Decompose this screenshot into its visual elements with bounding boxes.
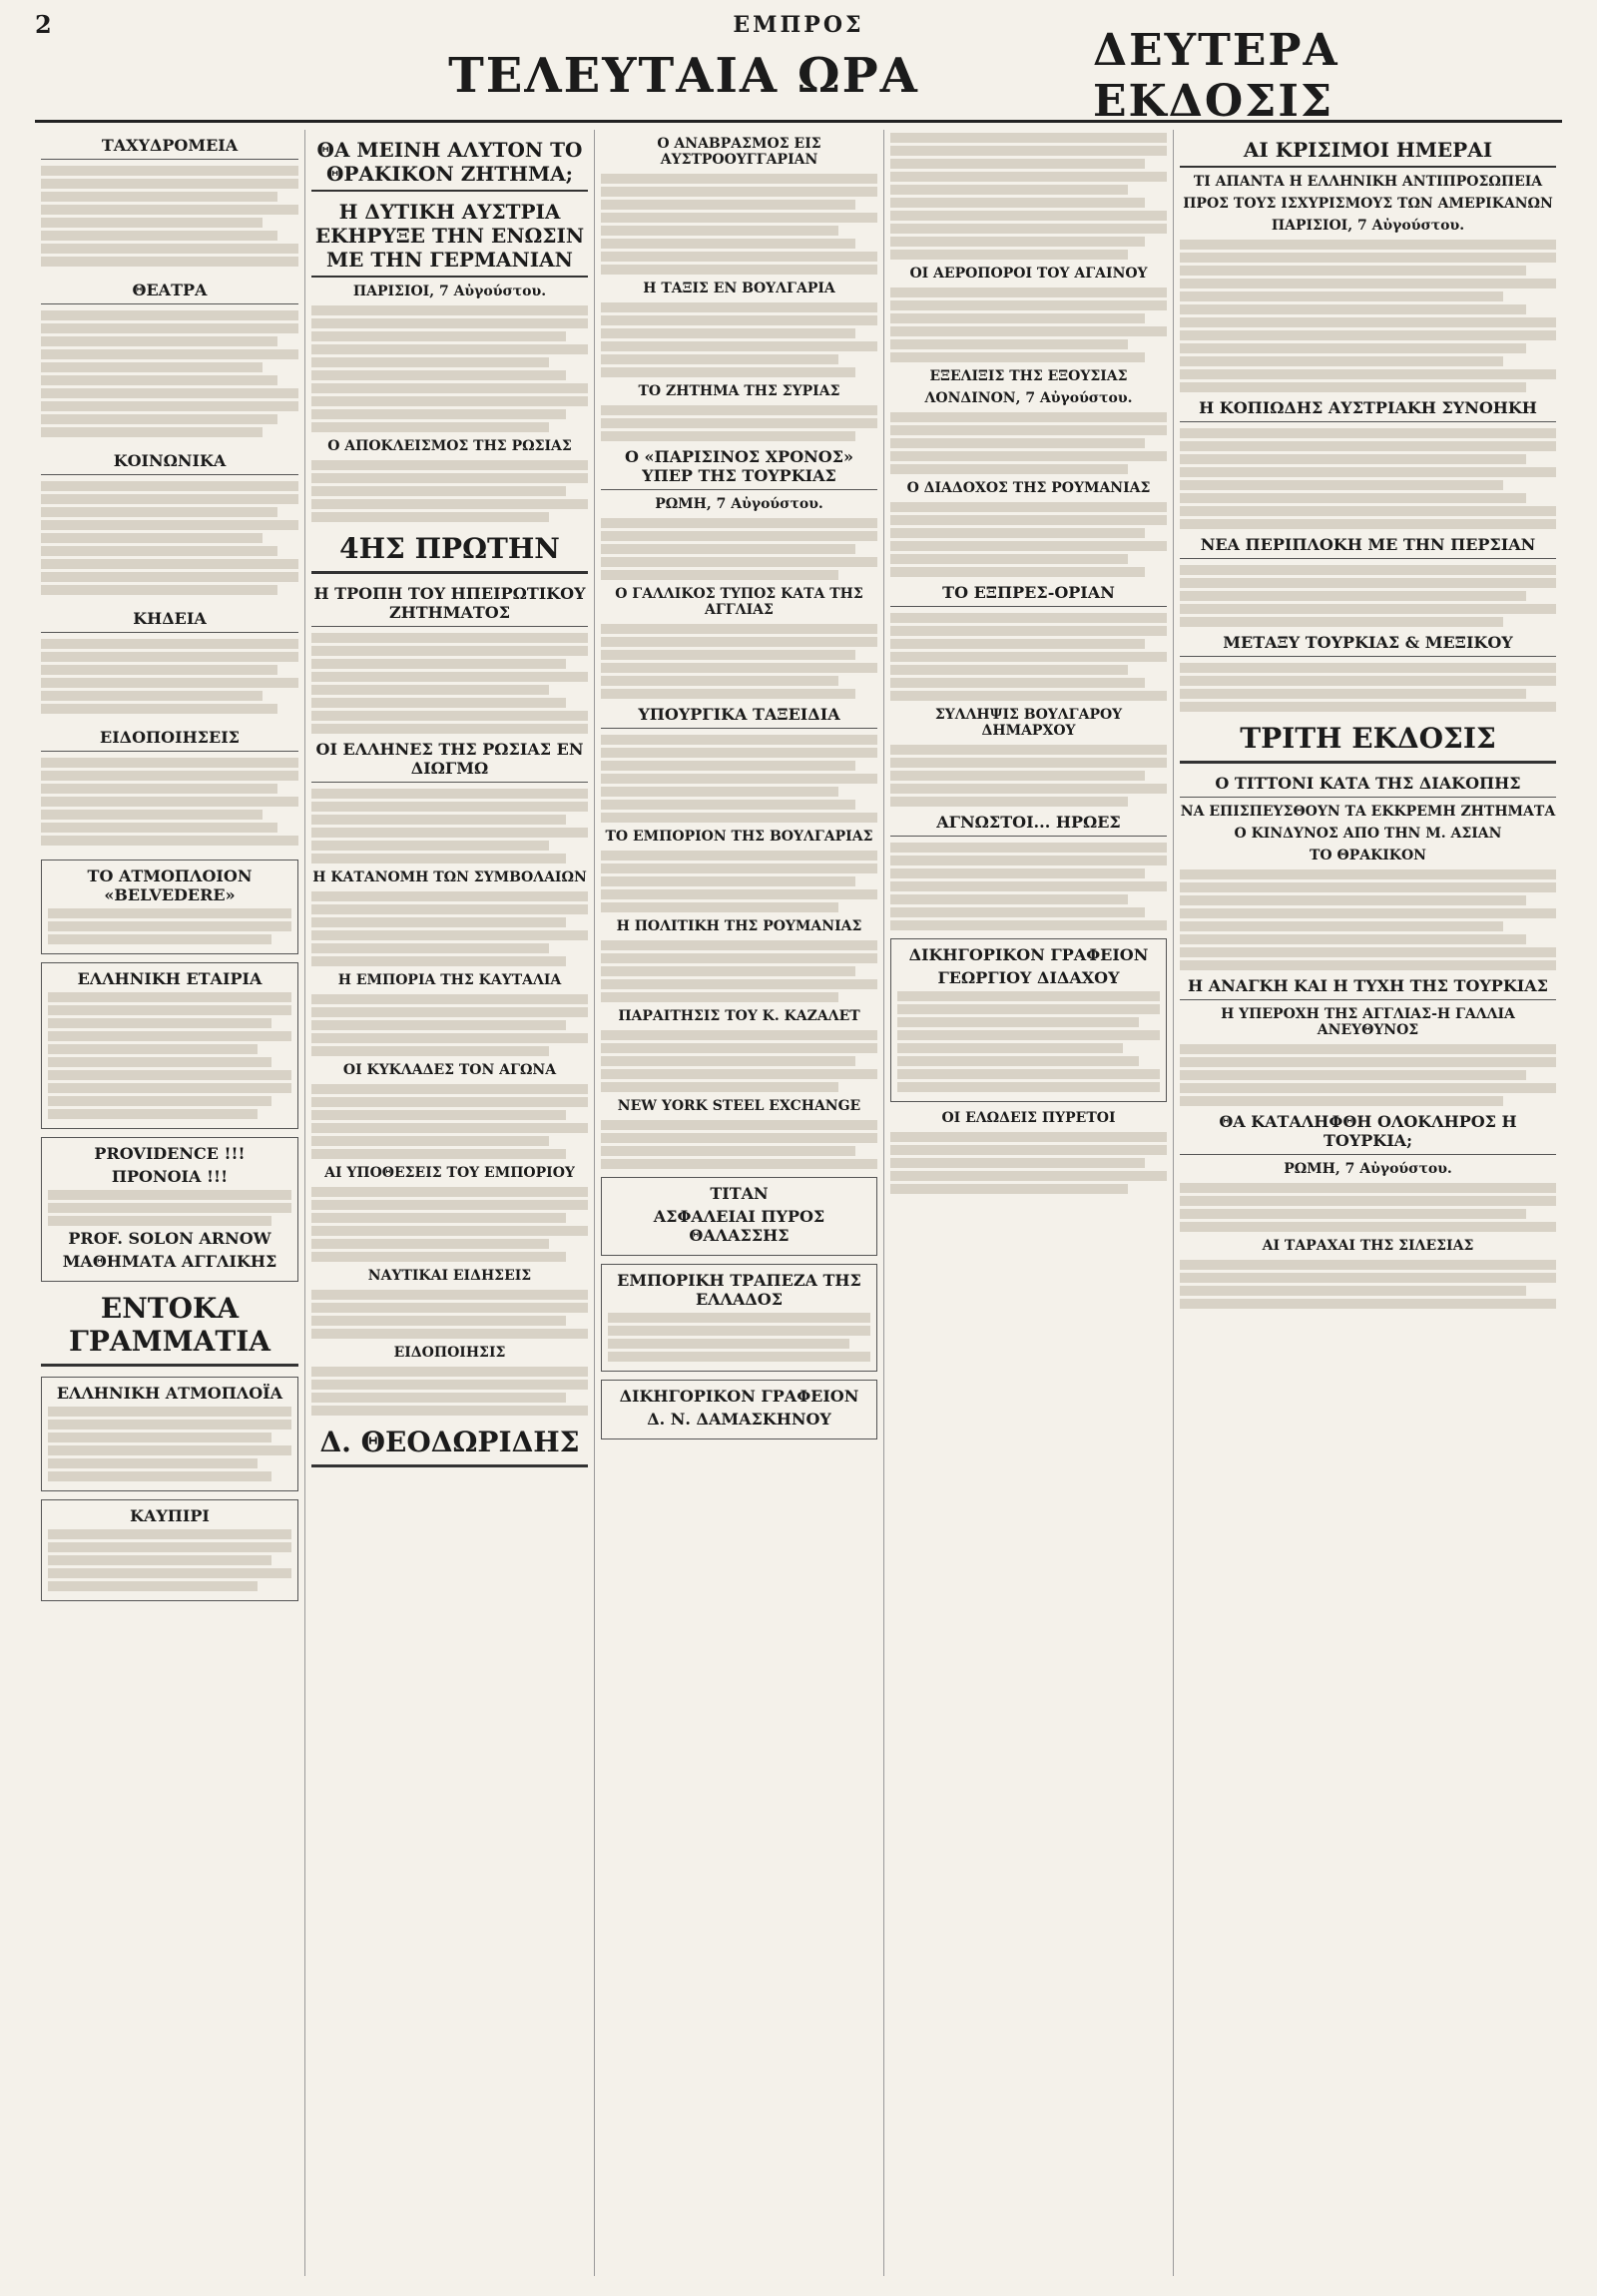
taraxai-heading: ΑΙ ΤΑΡΑΧΑΙ ΤΗΣ ΣΙΛΕΣΙΑΣ: [1262, 1238, 1474, 1254]
symvolaion-heading: Η ΚΑΤΑΝΟΜΗ ΤΩΝ ΣΥΜΒΟΛΑΙΩΝ: [312, 869, 587, 885]
column-2: [304, 130, 594, 2276]
dateline-rome-1: ΡΩΜΗ, 7 Αὐγούστου.: [655, 496, 823, 512]
ny-steel-heading: NEW YORK STEEL EXCHANGE: [617, 1098, 861, 1114]
section-kedeia: [41, 609, 298, 714]
column-3: [594, 130, 883, 2276]
ad-pronoia-title: ΠΡΟΝΟΙΑ !!!: [111, 1167, 229, 1186]
tittoni-heading: Ο ΤΙΤΤΟΝΙ ΚΑΤΑ ΤΗΣ ΔΙΑΚΟΠΗΣ: [1180, 774, 1556, 798]
yperochi-heading: Η ΥΠΕΡΟΧΗ ΤΗΣ ΑΓΓΛΙΑΣ-Η ΓΑΛΛΙΑ ΑΝΕΥΘΥΝΟΣ: [1221, 1006, 1515, 1038]
ad-damaskinou-title: ΔΙΚΗΓΟΡΙΚΟΝ ΓΡΑΦΕΙΟΝ: [619, 1387, 859, 1406]
yperochi-text: [1180, 1044, 1556, 1106]
tyche-heading: Η ΑΝΑΓΚΗ ΚΑΙ Η ΤΥΧΗ ΤΗΣ ΤΟΥΡΚΙΑΣ: [1180, 976, 1556, 1000]
entoka-grammatia: ΕΝΤΟΚΑ ΓΡΑΜΜΑΤΙΑ: [41, 1292, 298, 1367]
kindynos-heading: Ο ΚΙΝΔΥΝΟΣ ΑΠΟ ΤΗΝ Μ. ΑΣΙΑΝ: [1234, 826, 1502, 842]
anavrosmos-heading: Ο ΑΝΑΒΡΑΣΜΟΣ ΕΙΣ ΑΥΣΤΡΟΟΥΓΓΑΡΙΑΝ: [657, 136, 821, 168]
ellines-heading: ΟΙ ΕΛΛΗΝΕΣ ΤΗΣ ΡΩΣΙΑΣ ΕΝ ΔΙΩΓΜΩ: [311, 740, 588, 783]
katalifthi-text: [1180, 1183, 1556, 1232]
periploki-heading: ΝΕΑ ΠΕΡΙΠΛΟΚΗ ΜΕ ΤΗΝ ΠΕΡΣΙΑΝ: [1180, 535, 1556, 559]
ad-kaupiri-title: ΚΑΥΠΙΡΙ: [130, 1506, 210, 1525]
ad-trapeza-title: ΕΜΠΟΡΙΚΗ ΤΡΑΠΕΖΑ ΤΗΣ ΕΛΛΑΔΟΣ: [617, 1271, 861, 1309]
ad-mathimata: ΜΑΘΗΜΑΤΑ ΑΓΓΛΙΚΗΣ: [62, 1252, 277, 1271]
columns: [35, 130, 1562, 2276]
agnostoi-heading: ΑΓΝΩΣΤΟΙ... ΗΡΩΕΣ: [890, 813, 1167, 837]
emporion-heading: Η ΕΜΠΟΡΙΑ ΤΗΣ ΚΑΥΤΑΛΙΑ: [337, 972, 562, 988]
ypourgeion-text: [311, 1187, 588, 1262]
ad-atmoploia: [41, 1377, 298, 1491]
ad-damaskinou: [601, 1380, 877, 1439]
section-tachydromeia: [41, 136, 298, 267]
ypourgeion-heading: ΑΙ ΥΠΟΘΕΣΕΙΣ ΤΟΥ ΕΜΠΟΡΙΟΥ: [324, 1165, 575, 1181]
column-1: [35, 130, 304, 2276]
ad-asfaleiai: ΑΣΦΑΛΕΙΑΙ ΠΥΡΟΣ ΘΑΛΑΣΣΗΣ: [653, 1207, 825, 1245]
ad-didachou-title: ΔΙΚΗΓΟΡΙΚΟΝ ΓΡΑΦΕΙΟΝ: [908, 945, 1149, 964]
krisimoi-heading: ΑΙ ΚΡΙΣΙΜΟΙ ΗΜΕΡΑΙ: [1180, 138, 1556, 168]
eidopoiisis-text: [311, 1367, 588, 1416]
theatra-heading: ΘΕΑΤΡΑ: [41, 281, 298, 304]
dateline-rome-2: ΡΩΜΗ, 7 Αὐγούστου.: [1284, 1161, 1452, 1177]
section-eidopoiiseis: [41, 728, 298, 846]
taraxai-text: [1180, 1260, 1556, 1309]
pyretoi-text: [890, 1132, 1167, 1194]
ad-titan-title: ΤΙΤΑΝ: [710, 1184, 769, 1203]
dateline-paris-1: ΠΑΡΙΣΙΟΙ, 7 Αὐγούστου.: [352, 284, 547, 299]
taxeis-text: [601, 302, 877, 377]
kyklades-text: [311, 1084, 588, 1159]
column-4: [883, 130, 1173, 2276]
chronos-text: [601, 518, 877, 580]
ad-titan: [601, 1177, 877, 1256]
emporion-ths-heading: ΤΟ ΕΜΠΟΡΙΟΝ ΤΗΣ ΒΟΥΛΓΑΡΙΑΣ: [605, 829, 873, 845]
ad-didachou-name: ΓΕΩΡΓΙΟΥ ΔΙΔΑΧΟΥ: [937, 968, 1120, 987]
triti-ekdosis: ΤΡΙΤΗ ΕΚΔΟΣΙΣ: [1180, 722, 1556, 764]
koinonika-heading: ΚΟΙΝΩΝΙΚΑ: [41, 451, 298, 475]
ad-atmoploia-text: [48, 1407, 291, 1481]
dateline-paris-2: ΠΑΡΙΣΙΟΙ, 7 Αὐγούστου.: [1271, 218, 1465, 234]
nautikai-heading: ΝΑΥΤΙΚΑΙ ΕΙΔΗΣΕΙΣ: [367, 1268, 532, 1284]
ad-providence: [41, 1137, 298, 1282]
krisimoi-text: [1180, 240, 1556, 392]
express-heading: ΤΟ ΕΞΠΡΕΣ-ΟΡΙΑΝ: [890, 583, 1167, 607]
ypourgika-text: [601, 735, 877, 823]
headline-thrakikon: ΘΑ ΜΕΙΝΗ ΑΛΥΤΟΝ ΤΟ ΘΡΑΚΙΚΟΝ ΖΗΤΗΜΑ;: [311, 138, 588, 192]
ad-kaupiri-text: [48, 1529, 291, 1591]
agnostoi-text: [890, 843, 1167, 930]
eidopoiisis-heading: ΕΙΔΟΠΟΙΗΣΙΣ: [393, 1345, 506, 1361]
headline-austria: Η ΔΥΤΙΚΗ ΑΥΣΤΡΙΑ ΕΚΗΡΥΞΕ ΤΗΝ ΕΝΩΣΙΝ ΜΕ ΤΗΝ ΓΕΡΜΑΝΙΑΝ: [311, 200, 588, 278]
apokleismos-heading: Ο ΑΠΟΚΛΕΙΣΜΟΣ ΤΗΣ ΡΩΣΙΑΣ: [327, 438, 572, 454]
ad-damaskinou-name: Δ. Ν. ΔΑΜΑΣΚΗΝΟΥ: [647, 1410, 831, 1429]
metaxy-text: [1180, 663, 1556, 712]
ad-atmoploia-title: ΕΛΛΗΝΙΚΗ ΑΤΜΟΠΛΟΪΑ: [56, 1384, 283, 1403]
tachydromeia-heading: ΤΑΧΥΔΡΟΜΕΙΑ: [41, 136, 298, 160]
apanta-subheading: ΤΙ ΑΠΑΝΤΑ Η ΕΛΛΗΝΙΚΗ ΑΝΤΙΠΡΟΣΩΠΕΙΑ: [1193, 174, 1543, 190]
kedeia-heading: ΚΗΔΕΙΑ: [41, 609, 298, 633]
anavrosmos-text: [601, 174, 877, 275]
apokleismos-text: [311, 460, 588, 522]
ad-prof: PROF. SOLON ARNOW: [68, 1229, 271, 1248]
section-theatra: [41, 281, 298, 437]
emporion-text: [311, 994, 588, 1056]
column-5: [1173, 130, 1562, 2276]
aeroporoi-text: [890, 287, 1167, 362]
banner-left: ΤΕΛΕΥΤΑΙΑ ΩΡΑ: [448, 48, 919, 104]
syria-heading: ΤΟ ΖΗΤΗΜΑ ΤΗΣ ΣΥΡΙΑΣ: [638, 383, 840, 399]
thrakikon-heading: ΤΟ ΘΡΑΚΙΚΟΝ: [1310, 848, 1426, 863]
rumania-text: [601, 940, 877, 1002]
theatra-text: [41, 310, 298, 437]
ad-trapeza-text: [608, 1313, 870, 1362]
ypourgika-heading: ΥΠΟΥΡΓΙΚΑ ΤΑΞΕΙΔΙΑ: [601, 705, 877, 729]
zitimata-heading: ΝΑ ΕΠΙΣΠΕΥΣΘΟΥΝ ΤΑ ΕΚΚΡΕΜΗ ΖΗΤΗΜΑΤΑ: [1180, 804, 1556, 820]
ad-providence-title: PROVIDENCE !!!: [94, 1144, 246, 1163]
ad-didachou: [890, 938, 1167, 1102]
taxeis-heading: Η ΤΑΞΙΣ ΕΝ ΒΟΥΛΓΑΡΙΑ: [643, 281, 835, 296]
dateline-london: ΛΟΝΔΙΝΟΝ, 7 Αὐγούστου.: [924, 390, 1133, 406]
typos-agglias-text: [601, 624, 877, 699]
katalifthi-heading: ΘΑ ΚΑΤΑΛΗΦΘΗ ΟΛΟΚΛΗΡΟΣ Η ΤΟΥΡΚΙΑ;: [1180, 1112, 1556, 1155]
ny-steel-text: [601, 1120, 877, 1169]
col4-intro-text: [890, 133, 1167, 260]
kyklades-heading: ΟΙ ΚΥΚΛΑΔΕΣ ΤΟΝ ΑΓΩΝΑ: [342, 1062, 557, 1078]
ellines-text: [311, 789, 588, 863]
kedeia-text: [41, 639, 298, 714]
chronos-heading: Ο «ΠΑΡΙΣΙΝΟΣ ΧΡΟΝΟΣ» ΥΠΕΡ ΤΗΣ ΤΟΥΡΚΙΑΣ: [601, 447, 877, 490]
typos-agglias-heading: Ο ΓΑΛΛΙΚΟΣ ΤΥΠΟΣ ΚΑΤΑ ΤΗΣ ΑΓΓΛΙΑΣ: [615, 586, 863, 618]
paraitisis-text: [601, 1030, 877, 1092]
eidopoiiseis-heading: ΕΙΔΟΠΟΙΗΣΕΙΣ: [41, 728, 298, 752]
ekvasis-text: [890, 412, 1167, 474]
tropi-heading: Η ΤΡΟΠΗ ΤΟΥ ΗΠΕΙΡΩΤΙΚΟΥ ΖΗΤΗΜΑΤΟΣ: [311, 584, 588, 627]
masthead: [35, 10, 1562, 127]
koinonika-text: [41, 481, 298, 595]
paper-name: ΕΜΠΡΟΣ: [733, 12, 864, 38]
ad-atmoploion: [41, 860, 298, 954]
ad-providence-text: [48, 1190, 291, 1226]
tittoni-text: [1180, 869, 1556, 970]
diadoxos-heading: Ο ΔΙΑΔΟΧΟΣ ΤΗΣ ΡΟΥΜΑΝΙΑΣ: [906, 480, 1151, 496]
aeroporoi-heading: ΟΙ ΑΕΡΟΠΟΡΟΙ ΤΟΥ ΑΓΑΙΝΟΥ: [909, 266, 1148, 282]
express-text: [890, 613, 1167, 701]
kopiodis-heading: Η ΚΟΠΙΩΔΗΣ ΑΥΣΤΡΙΑΚΗ ΣΥΝΟΗΚΗ: [1180, 398, 1556, 422]
evagelia-heading: ΣΥΛΛΗΨΙΣ ΒΟΥΛΓΑΡΟΥ ΔΗΜΑΡΧΟΥ: [934, 707, 1123, 739]
ad-elliniki-etairia-title: ΕΛΛΗΝΙΚΗ ΕΤΑΙΡΙΑ: [77, 969, 263, 988]
ad-elliniki-etairia: [41, 962, 298, 1129]
theodoridis-ad: Δ. ΘΕΟΔΩΡΙΔΗΣ: [311, 1426, 588, 1467]
rumania-heading: Η ΠΟΛΙΤΙΚΗ ΤΗΣ ΡΟΥΜΑΝΙΑΣ: [616, 918, 862, 934]
pros-tous-subheading: ΠΡΟΣ ΤΟΥΣ ΙΣΧΥΡΙΣΜΟΥΣ ΤΩΝ ΑΜΕΡΙΚΑΝΩΝ: [1183, 196, 1553, 212]
ad-atmoploion-title: ΤΟ ΑΤΜΟΠΛΟΙΟΝ «BELVEDERE»: [87, 866, 253, 904]
tropi-text: [311, 633, 588, 734]
periploki-text: [1180, 565, 1556, 627]
metaxy-heading: ΜΕΤΑΞΥ ΤΟΥΡΚΙΑΣ & ΜΕΞΙΚΟΥ: [1180, 633, 1556, 657]
page-number: 2: [35, 10, 52, 39]
section-koinonika: [41, 451, 298, 595]
banner-right: ΔΕΥΤΕΡΑ ΕΚΔΟΣΙΣ: [1093, 25, 1339, 127]
eidopoiiseis-text: [41, 758, 298, 846]
ad-didachou-text: [897, 991, 1160, 1092]
pyretoi-heading: ΟΙ ΕΛΩΔΕΙΣ ΠΥΡΕΤΟΙ: [941, 1110, 1116, 1126]
ad-trapeza: [601, 1264, 877, 1372]
symvolaion-text: [311, 891, 588, 966]
tachydromeia-text: [41, 166, 298, 267]
ad-kaupiri: [41, 1499, 298, 1601]
emporion-ths-text: [601, 851, 877, 912]
proti-heading: 4ΗΣ ΠΡΩΤΗΝ: [311, 532, 588, 574]
ekvasis-heading: ΕΞΕΛΙΞΙΣ ΤΗΣ ΕΞΟΥΣΙΑΣ: [929, 368, 1128, 384]
paraitisis-heading: ΠΑΡΑΙΤΗΣΙΣ ΤΟΥ Κ. ΚΑΖΑΛΕΤ: [618, 1008, 860, 1024]
ad-elliniki-etairia-text: [48, 992, 291, 1119]
evagelia-text: [890, 745, 1167, 807]
ad-atmoploion-text: [48, 908, 291, 944]
nautikai-text: [311, 1290, 588, 1339]
diadoxos-text: [890, 502, 1167, 577]
syria-text: [601, 405, 877, 441]
paris-article-text: [311, 305, 588, 432]
kopiodis-text: [1180, 428, 1556, 529]
